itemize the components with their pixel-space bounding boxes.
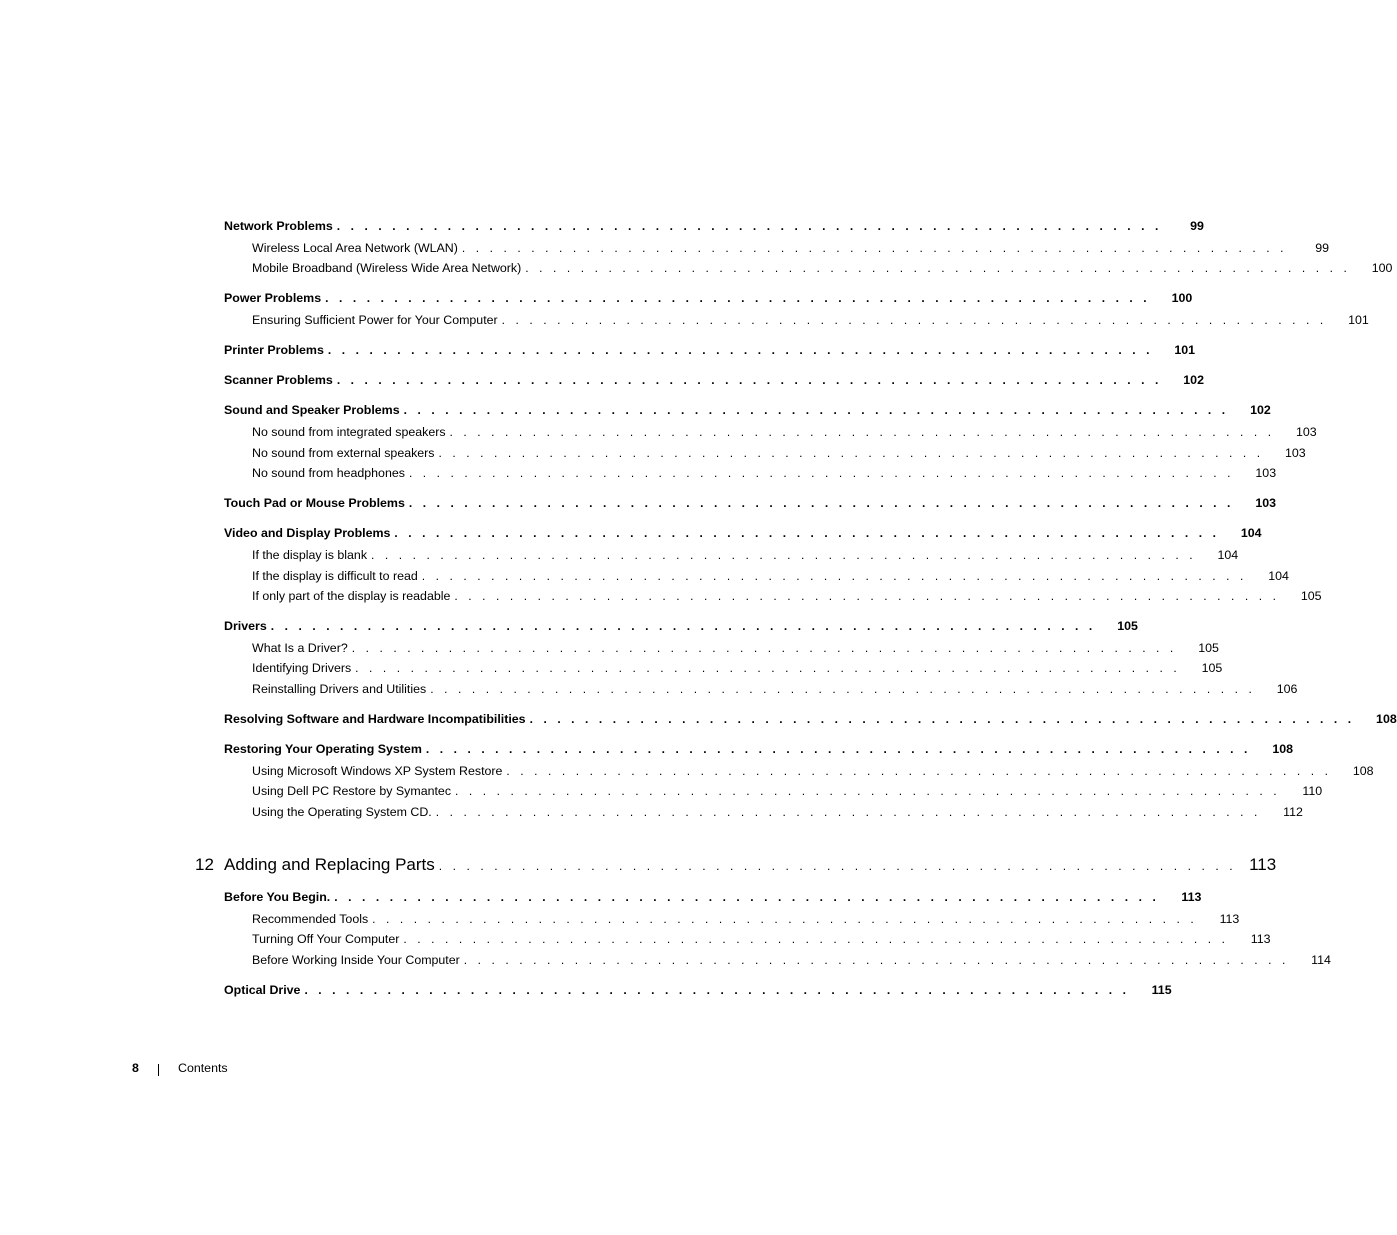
subsection-title: Reinstalling Drivers and Utilities xyxy=(252,682,430,696)
footer-page-number: 8 xyxy=(132,1061,139,1075)
subsection-title: Ensuring Sufficient Power for Your Computer xyxy=(252,313,502,327)
toc-subsection-entry[interactable] xyxy=(252,804,1303,823)
section-title: Restoring Your Operating System xyxy=(224,742,426,756)
dot-leader: . . . . . . . . . . . . . . . . . . . . . . . . . . . . . . . . . . . . . . . . . . . . . . . . . . . . . . . . . . . . xyxy=(454,589,1280,603)
dot-leader: . . . . . . . . . . . . . . . . . . . . . . . . . . . . . . . . . . . . . . . . . . . . . . . . . . . . . . . . . . . . xyxy=(529,711,1355,726)
section-page-number: 102 xyxy=(1250,403,1271,418)
dot-leader: . . . . . . . . . . . . . . . . . . . . . . . . . . . . . . . . . . . . . . . . . . . . . . . . . . . . . . . . . . . . xyxy=(421,568,1247,583)
footer-section-title: Contents xyxy=(178,1061,228,1075)
subsection-title: Wireless Local Area Network (WLAN) xyxy=(252,241,462,255)
section-title: Network Problems xyxy=(224,219,337,233)
toc-section-entry[interactable] xyxy=(224,496,1276,514)
section-page-number: 108 xyxy=(1272,741,1293,756)
toc-section-entry[interactable] xyxy=(224,526,1262,544)
section-title: Printer Problems xyxy=(224,343,328,357)
dot-leader: . . . . . . . . . . . . . . . . . . . . . . . . . . . . . . . . . . . . . . . . . . . . . . . . . . . . . . . . . . . . xyxy=(449,425,1275,440)
subsection-page-number: 99 xyxy=(1315,241,1330,255)
subsection-title: If only part of the display is readable xyxy=(252,589,454,603)
toc-section-entry[interactable] xyxy=(224,373,1204,391)
subsection-title: If the display is difficult to read xyxy=(252,569,422,583)
dot-leader: . . . . . . . . . . . . . . . . . . . . . . . . . . . . . . . . . . . . . . . . . . . . . . . . . . . . . . . . . . . . xyxy=(425,741,1251,756)
toc-subsection-entry[interactable] xyxy=(252,548,1239,566)
toc-section-entry[interactable] xyxy=(224,343,1196,361)
toc-subsection-entry[interactable] xyxy=(252,445,1306,464)
chapter-page-number: 113 xyxy=(1249,855,1277,874)
dot-leader: . . . . . . . . . . . . . . . . . . . . . . . . . . . . . . . . . . . . . . . . . . . . . . . . . . . . . . . . . . . . xyxy=(438,445,1264,460)
subsection-page-number: 108 xyxy=(1352,763,1374,778)
dot-leader: . . . . . . . . . . . . . . . . . . . . . . . . . . . . . . . . . . . . . . . . . . . . . . . . . . . . . . . . . . . . xyxy=(372,912,1198,926)
toc-subsection-entry[interactable] xyxy=(252,641,1219,659)
chapter-number: 12 xyxy=(195,855,214,874)
section-title: Drivers xyxy=(224,619,271,633)
toc-chapter-entry[interactable] xyxy=(195,855,1277,881)
dot-leader: . . . . . . . . . . . . . . . . . . . . . . . . . . . . . . . . . . . . . . . . . . . . . . . . . . . . . . . . . . . . xyxy=(501,313,1327,328)
section-title: Before You Begin. xyxy=(224,890,334,904)
dot-leader: . . . . . . . . . . . . . . . . . . . . . . . . . . . . . . . . . . . . . . . . . . . . . . . . . . . . . . . . . . . . xyxy=(351,641,1177,655)
subsection-title: Identifying Drivers xyxy=(252,661,355,675)
subsection-page-number: 103 xyxy=(1284,445,1306,460)
subsection-page-number: 105 xyxy=(1201,661,1223,676)
dot-leader: . . . . . . . . . . . . . . . . . . . . . . . . . . . . . . . . . . . . . . . . . . . . . . . . . . . . . . . . . . . . xyxy=(525,261,1351,276)
dot-leader: . . . . . . . . . . . . . . . . . . . . . . . . . . . . . . . . . . . . . . . . . . . . . . . . . . . . . . . . . . . . xyxy=(325,291,1151,306)
dot-leader: . . . . . . . . . . . . . . . . . . . . . . . . . . . . . . . . . . . . . . . . . . . . . . . . . . . . . . . . . . . . xyxy=(371,548,1197,563)
toc-subsection-entry[interactable] xyxy=(252,589,1322,607)
subsection-page-number: 104 xyxy=(1217,548,1239,563)
section-page-number: 101 xyxy=(1174,343,1196,358)
dot-leader: . . . . . . . . . . . . . . . . . . . . . . . . . . . . . . . . . . . . . . . . . . . . . . . . . . . . . . . . . . . . xyxy=(435,804,1261,819)
subsection-title: What Is a Driver? xyxy=(252,641,352,655)
subsection-page-number: 113 xyxy=(1219,912,1240,926)
section-page-number: 100 xyxy=(1171,291,1193,306)
dot-leader: . . . . . . . . . . . . . . . . . . . . . . . . . . . . . . . . . . . . . . . . . . . . . . . . . . . . . . . . . . . . xyxy=(403,932,1229,947)
subsection-page-number: 101 xyxy=(1348,313,1369,328)
subsection-page-number: 105 xyxy=(1198,641,1219,655)
toc-subsection-entry[interactable] xyxy=(252,425,1317,443)
toc-subsection-entry[interactable] xyxy=(252,952,1331,971)
section-title: Touch Pad or Mouse Problems xyxy=(224,496,409,510)
subsection-page-number: 106 xyxy=(1276,681,1298,696)
toc-section-entry[interactable] xyxy=(224,619,1138,637)
subsection-page-number: 113 xyxy=(1250,932,1271,947)
dot-leader: . . . . . . . . . . . . . . . . . . . . . . . . . . . . . . . . . . . . . . . . . . . . . . . . . . . . . . . . . . . . xyxy=(270,619,1096,633)
subsection-title: Using Microsoft Windows XP System Restore xyxy=(252,764,506,778)
dot-leader: . . . . . . . . . . . . . . . . . . . . . . . . . . . . . . . . . . . . . . . . . . . . . . . . . . . . . . . . . . . . xyxy=(336,219,1162,233)
subsection-title: Turning Off Your Computer xyxy=(252,932,403,946)
dot-leader: . . . . . . . . . . . . . . . . . . . . . . . . . . . . . . . . . . . . . . . . . . . . . . . . . . . . . . . . . . . . xyxy=(463,952,1289,967)
toc-subsection-entry[interactable] xyxy=(252,313,1369,331)
section-title: Power Problems xyxy=(224,291,325,305)
dot-leader: . . . . . . . . . . . . . . . . . . . . . . . . . . . . . . . . . . . . . . . . . . . . . . . . . . . . . . . . . . . . xyxy=(336,373,1162,388)
toc-subsection-entry[interactable] xyxy=(252,261,1393,279)
dot-leader: . . . . . . . . . . . . . . . . . . . . . . . . . . . . . . . . . . . . . . . . . . . . . . . . . . . . . . . . . . . . xyxy=(461,241,1288,255)
section-title: Scanner Problems xyxy=(224,373,337,387)
dot-leader: . . . . . . . . . . . . . . . . . . . . . . . . . . . . . . . . . . . . . . . . . . . . . . . . . . . . . . . . . . . . xyxy=(403,403,1229,418)
subsection-page-number: 112 xyxy=(1283,804,1303,819)
toc-section-entry[interactable] xyxy=(224,982,1172,1001)
section-title: Video and Display Problems xyxy=(224,526,394,540)
page-footer xyxy=(132,1061,228,1079)
toc-subsection-entry[interactable] xyxy=(252,568,1289,587)
subsection-title: No sound from headphones xyxy=(252,466,409,480)
dot-leader: . . . . . . . . . . . . . . . . . . . . . . . . . . . . . . . . . . . . . . . . . . . . . . . . . . . . . . . . . . . . xyxy=(506,763,1332,778)
subsection-page-number: 103 xyxy=(1255,466,1277,481)
subsection-page-number: 103 xyxy=(1296,425,1317,440)
section-title: Resolving Software and Hardware Incompatibilities xyxy=(224,712,530,726)
subsection-title: No sound from integrated speakers xyxy=(252,425,450,439)
toc-section-entry[interactable] xyxy=(224,711,1397,730)
subsection-title: Recommended Tools xyxy=(252,912,372,926)
subsection-title: Mobile Broadband (Wireless Wide Area Network) xyxy=(252,261,525,275)
section-title: Optical Drive xyxy=(224,983,304,997)
section-page-number: 105 xyxy=(1117,619,1138,633)
subsection-title: Using the Operating System CD. xyxy=(252,805,436,819)
dot-leader: . . . . . . . . . . . . . . . . . . . . . . . . . . . . . . . . . . . . . . . . . . . . . . . . . . . . . . . . . . . . xyxy=(334,890,1160,904)
toc-section-entry[interactable] xyxy=(224,291,1193,309)
toc-subsection-entry[interactable] xyxy=(252,784,1323,802)
subsection-page-number: 104 xyxy=(1268,568,1289,583)
subsection-title: Before Working Inside Your Computer xyxy=(252,953,464,967)
dot-leader: . . . . . . . . . . . . . . . . . . . . . . . . . . . . . . . . . . . . . . . . . . . . . . . . . . . . . . . . . . . . xyxy=(408,466,1235,481)
subsection-page-number: 105 xyxy=(1300,589,1322,603)
dot-leader: . . . . . . . . . . . . . . . . . . . . . . . . . . . . . . . . . . . . . . . . . . . . . . . . . . . . . . . . . . . . xyxy=(327,343,1154,358)
subsection-page-number: 114 xyxy=(1311,952,1331,967)
section-page-number: 108 xyxy=(1376,711,1397,726)
toc-section-entry[interactable] xyxy=(224,741,1293,760)
subsection-title: No sound from external speakers xyxy=(252,446,439,460)
section-page-number: 113 xyxy=(1181,890,1202,904)
section-page-number: 99 xyxy=(1190,219,1204,233)
toc-section-entry[interactable] xyxy=(224,219,1204,237)
toc-subsection-entry[interactable] xyxy=(252,661,1223,679)
section-page-number: 115 xyxy=(1151,982,1172,997)
chapter-title: Adding and Replacing Parts xyxy=(224,855,435,874)
toc-subsection-entry[interactable] xyxy=(252,466,1277,484)
toc-subsection-entry[interactable] xyxy=(252,763,1374,782)
dot-leader: . . . . . . . . . . . . . . . . . . . . . . . . . . . . . . . . . . . . . . . . . . . . . . . . . . . . . . . . . . . . xyxy=(355,661,1181,676)
toc-subsection-entry[interactable] xyxy=(252,912,1240,930)
dot-leader: . . . . . . . . . . . . . . . . . . . . . . . . . . . . . . . . . . . . . . . . . . . . . . . . . . . . . . . . . . . . xyxy=(304,982,1130,997)
dot-leader: . . . . . . . . . . . . . . . . . . . . . . . . . . . . . . . . . . . . . . . . . . . . . . . . . . . . . . . . . . . . xyxy=(394,526,1220,541)
section-page-number: 104 xyxy=(1240,526,1262,541)
dot-leader: . . . . . . . . . . . . . . . . . . . . . . . . . . . . . . . . . . . . . . . . . . . . . . . . . . . . . . . . . . . . xyxy=(455,784,1281,799)
toc-section-entry[interactable] xyxy=(224,890,1202,908)
section-page-number: 103 xyxy=(1255,496,1276,511)
footer-separator xyxy=(158,1064,159,1076)
dot-leader: . . . . . . . . . . . . . . . . . . . . . . . . . . . . . . . . . . . . . . . . . . . . . . . . . . . . . . . . . . . . xyxy=(408,496,1234,511)
section-page-number: 102 xyxy=(1183,373,1204,388)
toc-subsection-entry[interactable] xyxy=(252,681,1298,700)
section-title: Sound and Speaker Problems xyxy=(224,403,404,417)
toc-subsection-entry[interactable] xyxy=(252,932,1271,950)
subsection-page-number: 110 xyxy=(1302,784,1323,799)
toc-subsection-entry[interactable] xyxy=(252,241,1330,259)
dot-leader: . . . . . . . . . . . . . . . . . . . . . . . . . . . . . . . . . . . . . . . . . . . . . . . . . . . . . . . . . . xyxy=(438,859,1237,873)
dot-leader: . . . . . . . . . . . . . . . . . . . . . . . . . . . . . . . . . . . . . . . . . . . . . . . . . . . . . . . . . . . . xyxy=(430,681,1256,696)
subsection-title: Using Dell PC Restore by Symantec xyxy=(252,784,455,798)
subsection-title: If the display is blank xyxy=(252,548,371,562)
toc-section-entry[interactable] xyxy=(224,403,1271,421)
subsection-page-number: 100 xyxy=(1371,261,1393,276)
